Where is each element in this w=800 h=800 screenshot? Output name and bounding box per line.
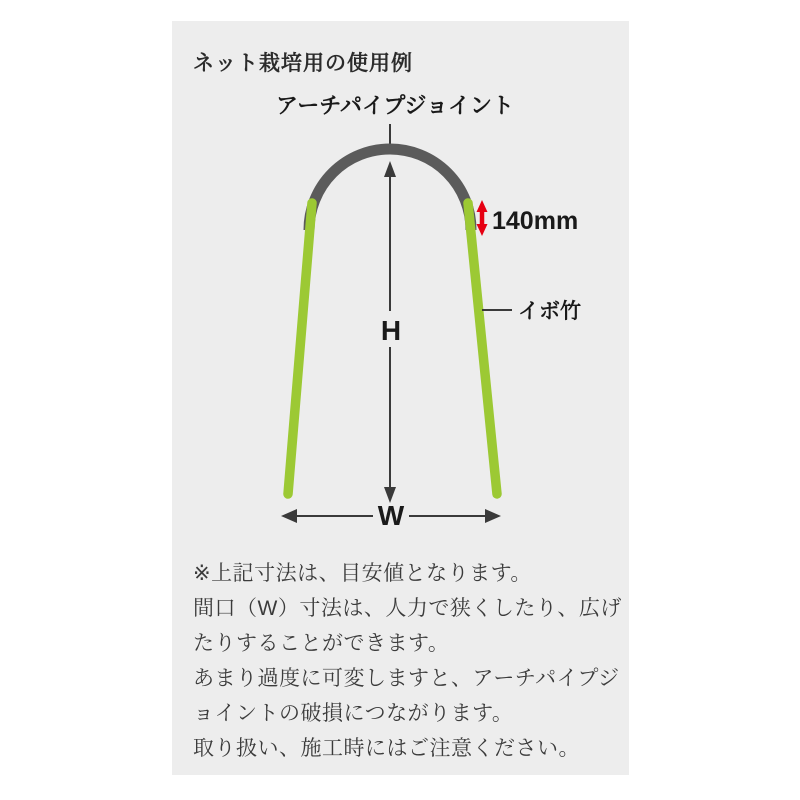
note-line: 取り扱い、施工時にはご注意ください。 xyxy=(193,737,580,760)
right-pole xyxy=(468,203,497,494)
pole-label: イボ竹 xyxy=(518,300,581,323)
left-pole xyxy=(288,203,312,494)
caution-notes xyxy=(193,556,630,766)
note-line: 間口（W）寸法は、人力で狭くしたり、広げたりすることができます。 xyxy=(193,597,622,655)
width-label: W xyxy=(377,500,405,531)
width-arrowhead-right xyxy=(485,509,501,523)
insert-depth-arrowhead-down xyxy=(477,224,488,236)
joint-label: アーチパイプジョイント xyxy=(275,93,515,118)
note-line: ※上記寸法は、目安値となります。 xyxy=(193,562,532,585)
insert-depth-label: 140mm xyxy=(492,207,579,235)
diagram-title: ネット栽培用の使用例 xyxy=(193,52,413,75)
insert-depth-arrowhead-up xyxy=(477,200,488,212)
height-label: H xyxy=(380,315,402,346)
note-line: あまり過度に可変しますと、アーチパイプジョイントの破損につながります。 xyxy=(193,667,620,725)
